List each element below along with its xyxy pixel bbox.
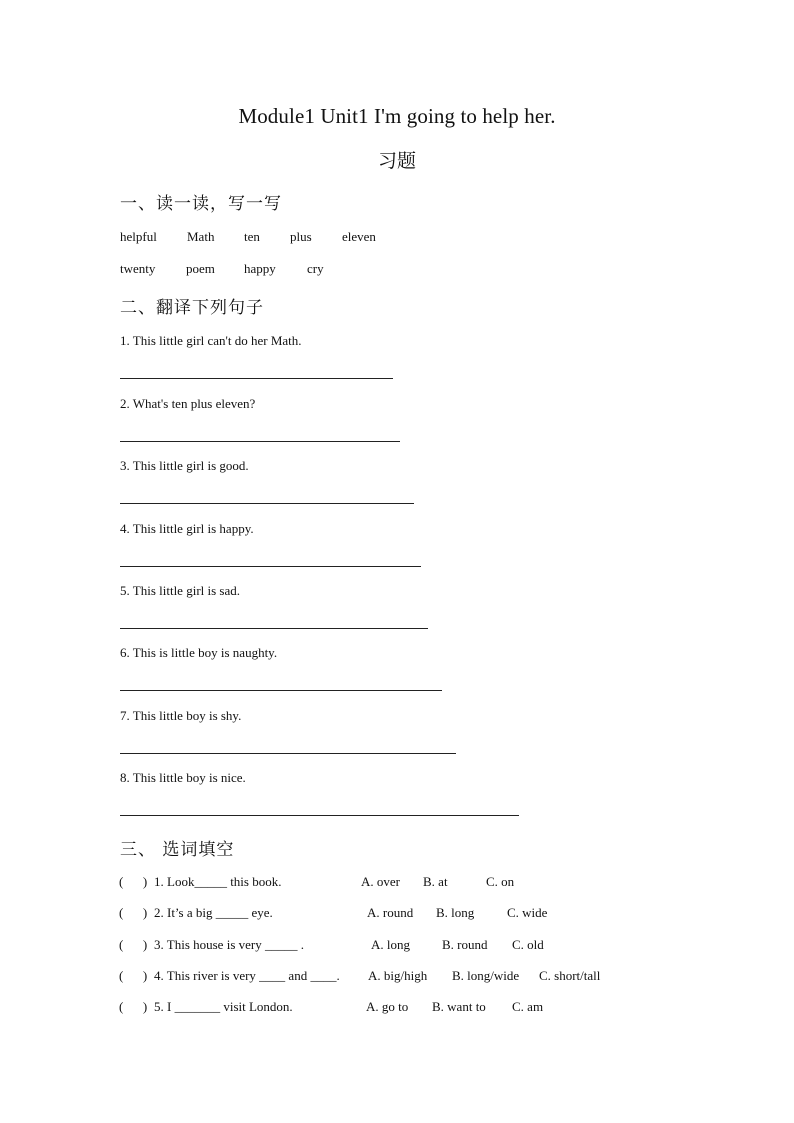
- option-c: C. wide: [507, 905, 548, 920]
- option-c: C. short/tall: [539, 968, 601, 983]
- option-a: A. go to: [366, 999, 409, 1014]
- vocab-word: happy: [244, 261, 276, 276]
- option-b: B. want to: [432, 999, 486, 1014]
- vocab-word: plus: [290, 229, 312, 244]
- answer-line[interactable]: [120, 503, 414, 504]
- answer-line[interactable]: [120, 378, 393, 379]
- answer-line[interactable]: [120, 690, 442, 691]
- option-b: B. round: [442, 937, 488, 952]
- translation-sentence: 2. What's ten plus eleven?: [120, 396, 256, 411]
- choice-question: [119, 874, 679, 892]
- translation-sentence: 6. This is little boy is naughty.: [120, 645, 278, 660]
- vocab-word: twenty: [120, 261, 156, 276]
- choice-question: [119, 905, 679, 923]
- answer-bracket[interactable]: ( ): [119, 905, 148, 920]
- vocab-word: helpful: [120, 229, 157, 244]
- answer-line[interactable]: [120, 566, 421, 567]
- choice-question: [119, 999, 679, 1017]
- option-a: A. round: [367, 905, 414, 920]
- answer-line[interactable]: [120, 753, 456, 754]
- question-stem: 4. This river is very ____ and ____.: [154, 968, 340, 983]
- choice-question: [119, 937, 679, 955]
- option-a: A. big/high: [368, 968, 428, 983]
- translation-sentence: 7. This little boy is shy.: [120, 708, 242, 723]
- answer-bracket[interactable]: ( ): [119, 999, 148, 1014]
- vocab-word: eleven: [342, 229, 376, 244]
- question-stem: 2. It’s a big _____ eye.: [154, 905, 273, 920]
- answer-line[interactable]: [120, 441, 400, 442]
- option-b: B. long/wide: [452, 968, 520, 983]
- vocab-word: cry: [307, 261, 324, 276]
- translation-sentence: 5. This little girl is sad.: [120, 583, 241, 598]
- answer-bracket[interactable]: ( ): [119, 874, 148, 889]
- section1-heading: 一、读一读，写一写: [120, 194, 282, 214]
- option-c: C. am: [512, 999, 544, 1014]
- question-stem: 1. Look_____ this book.: [154, 874, 282, 889]
- option-c: C. on: [486, 874, 515, 889]
- vocab-word: poem: [186, 261, 215, 276]
- option-a: A. long: [371, 937, 410, 952]
- page-title: Module1 Unit1 I'm going to help her.: [238, 104, 556, 128]
- answer-line[interactable]: [120, 815, 519, 816]
- page-subtitle: 习题: [377, 150, 416, 172]
- answer-line[interactable]: [120, 628, 428, 629]
- option-c: C. old: [512, 937, 544, 952]
- question-stem: 3. This house is very _____ .: [154, 937, 304, 952]
- option-a: A. over: [361, 874, 400, 889]
- option-b: B. long: [436, 905, 475, 920]
- option-b: B. at: [423, 874, 448, 889]
- translation-sentence: 4. This little girl is happy.: [120, 521, 254, 536]
- vocab-word: Math: [187, 229, 215, 244]
- translation-sentence: 3. This little girl is good.: [120, 458, 249, 473]
- answer-bracket[interactable]: ( ): [119, 937, 148, 952]
- vocab-word: ten: [244, 229, 260, 244]
- translation-sentence: 8. This little boy is nice.: [120, 770, 246, 785]
- translation-sentence: 1. This little girl can't do her Math.: [120, 333, 302, 348]
- section2-heading: 二、翻译下列句子: [120, 298, 264, 318]
- choice-question: [119, 968, 679, 986]
- section3-heading: 三、 选词填空: [120, 840, 235, 860]
- answer-bracket[interactable]: ( ): [119, 968, 148, 983]
- question-stem: 5. I _______ visit London.: [154, 999, 293, 1014]
